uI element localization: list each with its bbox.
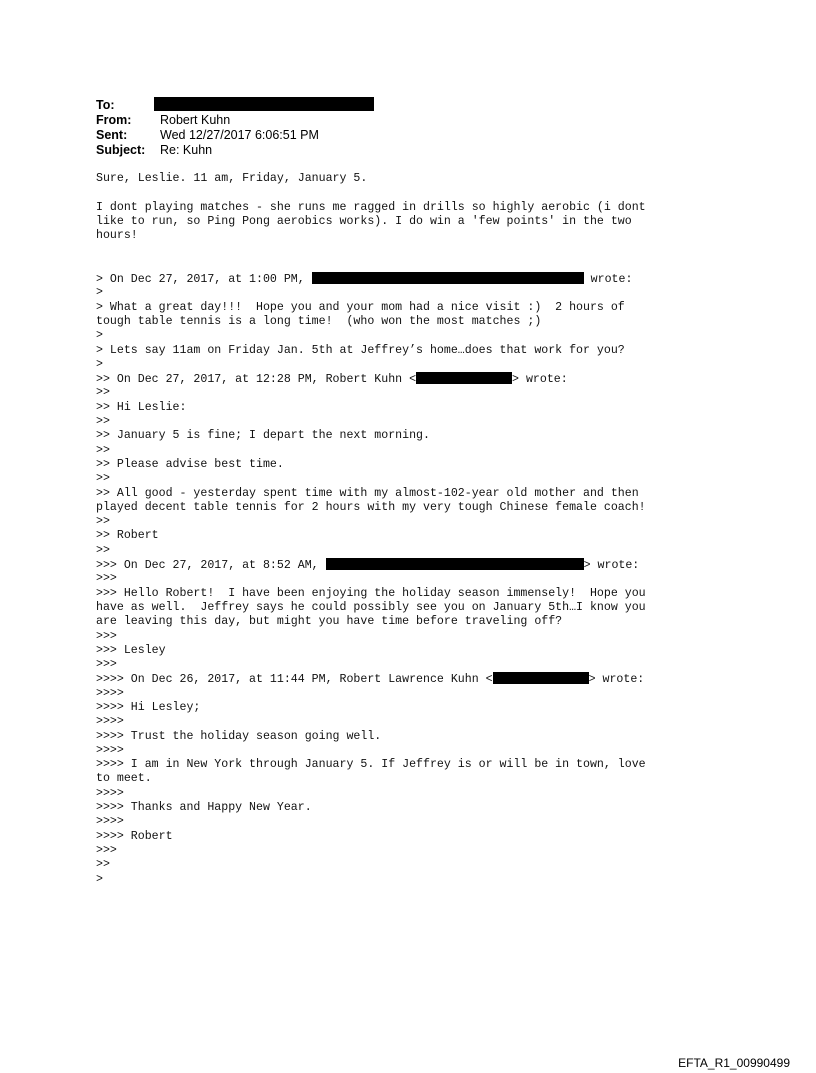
sent-value: Wed 12/27/2017 6:06:51 PM bbox=[160, 128, 319, 142]
wrote-text: > wrote: bbox=[583, 559, 640, 573]
body-line: >>>> bbox=[96, 786, 124, 800]
body-line: >>>> bbox=[96, 815, 124, 829]
body-line: >> On Dec 27, 2017, at 12:28 PM, Robert Kuhn < bbox=[96, 373, 417, 387]
email-body bbox=[96, 172, 716, 887]
body-line: >>> bbox=[96, 572, 117, 586]
body-line: >>>> bbox=[96, 743, 124, 757]
body-line: >>> Hello Robert! I have been enjoying the holiday season immensely! Hope you bbox=[96, 586, 646, 600]
body-line: >> bbox=[96, 386, 110, 400]
body-line: > What a great day!!! Hope you and your mom had a nice visit :) 2 hours of bbox=[96, 300, 625, 314]
body-line bbox=[96, 186, 716, 200]
body-line: tough table tennis is a long time! (who won the most matches ;) bbox=[96, 314, 542, 328]
body-line: hours! bbox=[96, 229, 138, 243]
body-line: >>>> On Dec 26, 2017, at 11:44 PM, Robert Lawrence Kuhn < bbox=[96, 673, 493, 687]
subject-label: Subject: bbox=[96, 143, 146, 157]
body-line: >>> On Dec 27, 2017, at 8:52 AM, bbox=[96, 559, 319, 573]
wrote-text: > wrote: bbox=[512, 373, 568, 387]
body-line: >> Please advise best time. bbox=[96, 457, 284, 471]
wrote-text: wrote: bbox=[590, 273, 633, 287]
body-line: >> All good - yesterday spent time with my almost-102-year old mother and then bbox=[96, 486, 639, 500]
quote-header-line bbox=[96, 558, 716, 572]
quote-header-line bbox=[96, 672, 716, 686]
body-line: >>>> Trust the holiday season going well. bbox=[96, 729, 382, 743]
subject-value: Re: Kuhn bbox=[160, 143, 213, 157]
body-line: >>>> Hi Lesley; bbox=[96, 700, 201, 714]
body-line: >>>> Robert bbox=[96, 829, 173, 843]
body-line: >> January 5 is fine; I depart the next morning. bbox=[96, 429, 430, 443]
body-line: Sure, Leslie. 11 am, Friday, January 5. bbox=[96, 172, 368, 185]
body-line: >>> Lesley bbox=[96, 643, 166, 657]
document-id: EFTA_R1_00990499 bbox=[678, 1056, 790, 1070]
body-line: played decent table tennis for 2 hours with my very tough Chinese female coach! bbox=[96, 500, 646, 514]
body-line: > bbox=[96, 286, 103, 300]
body-line: >> bbox=[96, 472, 110, 486]
body-line: >> Robert bbox=[96, 529, 159, 543]
redaction-box bbox=[493, 672, 589, 684]
quote-header-line bbox=[96, 372, 716, 386]
redaction-box bbox=[416, 372, 512, 384]
body-line: I dont playing matches - she runs me ragged in drills so highly aerobic (i dont bbox=[96, 200, 646, 214]
body-line: >> bbox=[96, 415, 110, 429]
body-line: >>>> Thanks and Happy New Year. bbox=[96, 801, 312, 815]
body-line: > On Dec 27, 2017, at 1:00 PM, bbox=[96, 273, 305, 287]
body-line: >>>> bbox=[96, 686, 124, 700]
body-line: >> Hi Leslie: bbox=[96, 400, 187, 414]
body-line: >>>> bbox=[96, 715, 124, 729]
from-label: From: bbox=[96, 113, 132, 127]
body-line: > bbox=[96, 329, 103, 343]
quote-header-line bbox=[96, 272, 716, 286]
redaction-box bbox=[326, 558, 584, 570]
body-line: >>>> I am in New York through January 5. If Jeffrey is or will be in town, love bbox=[96, 758, 646, 772]
body-line: > Lets say 11am on Friday Jan. 5th at Jeffrey’s home…does that work for you? bbox=[96, 343, 625, 357]
body-line: have as well. Jeffrey says he could possibly see you on January 5th…I know you bbox=[96, 600, 646, 614]
body-line: >>> bbox=[96, 658, 117, 672]
body-line: to meet. bbox=[96, 772, 152, 786]
body-line: >> bbox=[96, 515, 110, 529]
redaction-box bbox=[312, 272, 584, 284]
body-line bbox=[96, 258, 716, 272]
wrote-text: > wrote: bbox=[588, 673, 645, 687]
body-line: >> bbox=[96, 443, 110, 457]
to-label: To: bbox=[96, 98, 115, 112]
body-line: >>> bbox=[96, 843, 117, 857]
body-line: > bbox=[96, 357, 103, 371]
redaction-box bbox=[154, 97, 374, 111]
body-line: > bbox=[96, 872, 103, 886]
from-value: Robert Kuhn bbox=[160, 113, 231, 127]
body-line bbox=[96, 243, 716, 257]
body-line: >> bbox=[96, 543, 110, 557]
body-line: >> bbox=[96, 858, 110, 872]
body-line: like to run, so Ping Pong aerobics works). I do win a 'few points' in the two bbox=[96, 214, 632, 228]
body-line: >>> bbox=[96, 629, 117, 643]
sent-label: Sent: bbox=[96, 128, 128, 142]
body-line: are leaving this day, but might you have time before traveling off? bbox=[96, 615, 563, 629]
